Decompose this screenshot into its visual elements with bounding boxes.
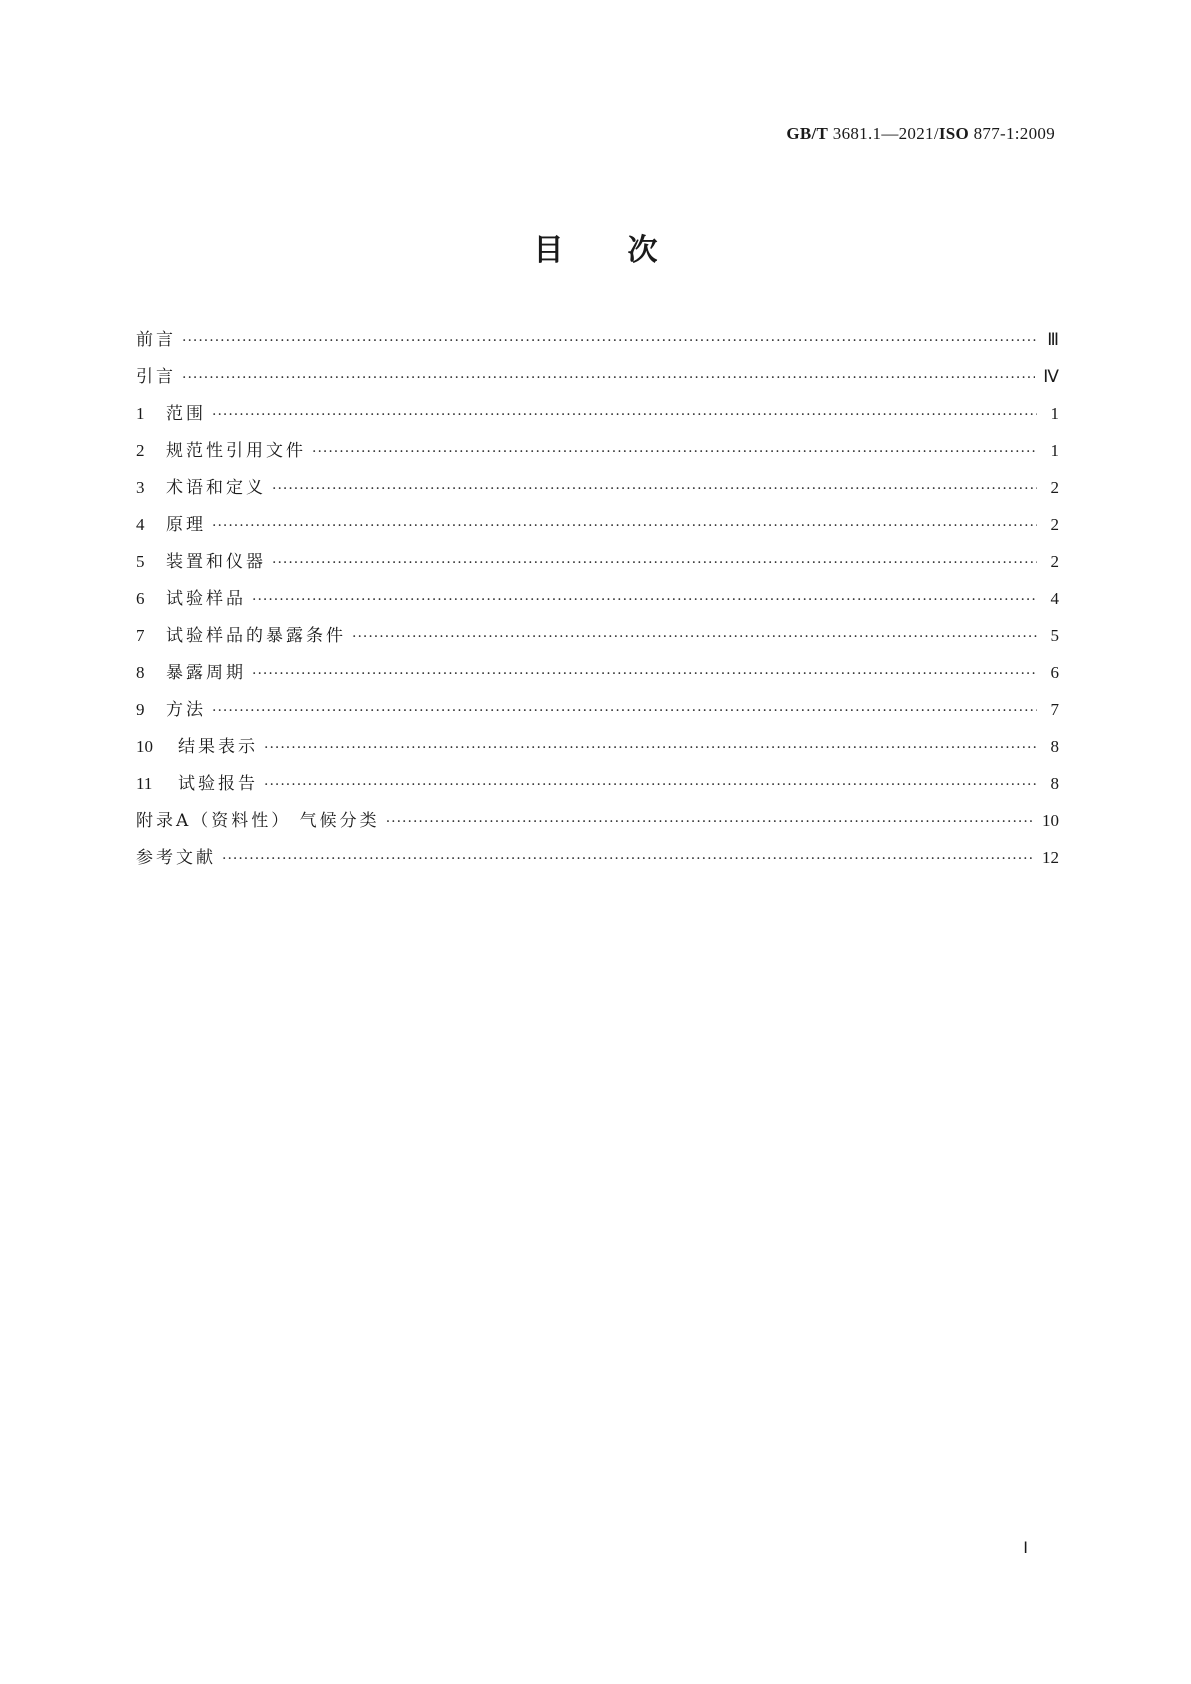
toc-entry-label: 术语和定义 <box>166 478 266 498</box>
toc-entry-number: 4 <box>136 515 145 534</box>
standard-header <box>786 124 1055 144</box>
dot-leader <box>222 851 1034 867</box>
toc-entry-page: 12 <box>1042 848 1059 867</box>
toc-entry-label: 结果表示 <box>178 737 258 757</box>
toc-entry-introduction[interactable] <box>136 362 1059 399</box>
dot-leader <box>212 703 1037 719</box>
iso-number: 877-1:2009 <box>973 124 1055 143</box>
toc-entry-terms[interactable] <box>136 473 1059 510</box>
toc-entry-label: 参考文献 <box>136 848 216 868</box>
toc-entry-foreword[interactable] <box>136 325 1059 362</box>
toc-entry-exposure-conditions[interactable] <box>136 621 1059 658</box>
toc-entry-page: Ⅲ <box>1047 330 1059 349</box>
toc-entry-page: 4 <box>1050 589 1059 608</box>
toc-entry-label: 试验样品的暴露条件 <box>166 626 346 646</box>
toc-entry-number: 11 <box>136 774 153 793</box>
toc-entry-label: 试验报告 <box>178 774 258 794</box>
toc-entry-principle[interactable] <box>136 510 1059 547</box>
dot-leader <box>386 814 1034 830</box>
toc-entry-label: 试验样品 <box>166 589 246 609</box>
toc-entry-page: 6 <box>1050 663 1059 682</box>
toc-entry-label: 引言 <box>136 367 176 387</box>
toc-entry-normative-references[interactable] <box>136 436 1059 473</box>
dot-leader <box>272 481 1037 497</box>
toc-entry-bibliography[interactable] <box>136 843 1059 880</box>
dot-leader <box>212 518 1037 534</box>
toc-entry-test-report[interactable] <box>136 769 1059 806</box>
toc-entry-number: 5 <box>136 552 145 571</box>
toc-entry-label: 附录A（资料性） 气候分类 <box>136 811 380 831</box>
toc-entry-number: 10 <box>136 737 153 756</box>
standard-number: 3681.1—2021/ <box>832 124 939 143</box>
table-of-contents <box>136 325 1059 880</box>
toc-entry-number: 6 <box>136 589 145 608</box>
toc-entry-page: 1 <box>1050 404 1059 423</box>
iso-prefix: ISO <box>938 124 970 143</box>
dot-leader <box>182 333 1037 349</box>
toc-entry-page: 8 <box>1050 737 1059 756</box>
toc-entry-number: 3 <box>136 478 145 497</box>
toc-entry-test-specimens[interactable] <box>136 584 1059 621</box>
dot-leader <box>182 370 1035 386</box>
toc-entry-number: 8 <box>136 663 145 682</box>
dot-leader <box>272 555 1037 571</box>
toc-entry-scope[interactable] <box>136 399 1059 436</box>
toc-entry-label: 原理 <box>166 515 206 535</box>
toc-entry-label: 规范性引用文件 <box>166 441 306 461</box>
toc-entry-label: 方法 <box>166 700 206 720</box>
toc-entry-exposure-period[interactable] <box>136 658 1059 695</box>
dot-leader <box>212 407 1037 423</box>
toc-entry-apparatus[interactable] <box>136 547 1059 584</box>
standard-prefix: GB/T <box>786 124 829 143</box>
toc-entry-label: 暴露周期 <box>166 663 246 683</box>
toc-entry-page: Ⅳ <box>1043 367 1059 386</box>
toc-entry-page: 7 <box>1050 700 1059 719</box>
toc-entry-page: 2 <box>1050 552 1059 571</box>
toc-entry-page: 10 <box>1042 811 1059 830</box>
dot-leader <box>264 740 1037 756</box>
toc-entry-number: 7 <box>136 626 145 645</box>
toc-entry-page: 8 <box>1050 774 1059 793</box>
toc-entry-number: 1 <box>136 404 145 423</box>
toc-entry-page: 2 <box>1050 478 1059 497</box>
toc-entry-label: 前言 <box>136 330 176 350</box>
toc-entry-number: 2 <box>136 441 145 460</box>
toc-entry-label: 装置和仪器 <box>166 552 266 572</box>
toc-entry-annex-a[interactable] <box>136 806 1059 843</box>
dot-leader <box>252 666 1037 682</box>
dot-leader <box>352 629 1037 645</box>
toc-entry-label: 范围 <box>166 404 206 424</box>
dot-leader <box>312 444 1037 460</box>
page-number: Ⅰ <box>1023 1540 1028 1557</box>
toc-entry-page: 2 <box>1050 515 1059 534</box>
dot-leader <box>264 777 1037 793</box>
dot-leader <box>252 592 1037 608</box>
toc-entry-expression-of-results[interactable] <box>136 732 1059 769</box>
toc-entry-method[interactable] <box>136 695 1059 732</box>
toc-entry-page: 1 <box>1050 441 1059 460</box>
toc-entry-number: 9 <box>136 700 145 719</box>
toc-title: 目次 <box>533 233 722 268</box>
toc-entry-page: 5 <box>1050 626 1059 645</box>
